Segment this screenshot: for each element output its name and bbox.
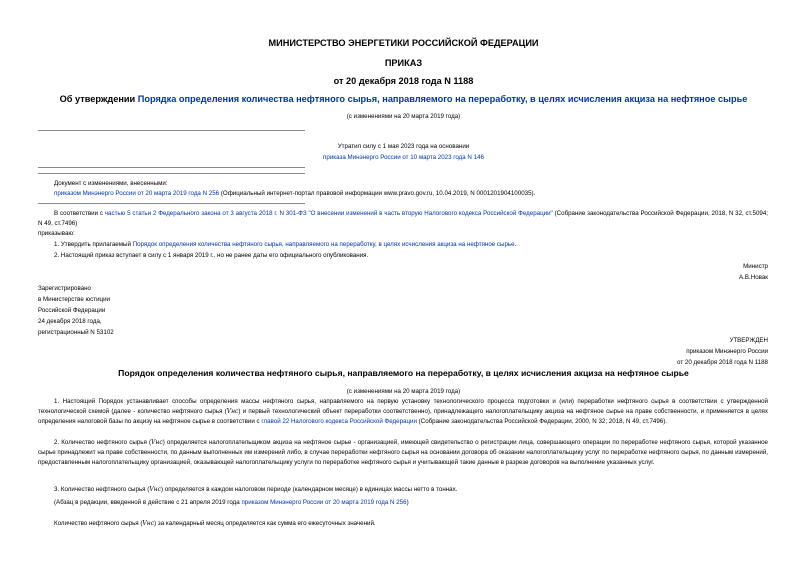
procedure-paragraph-2 bbox=[38, 438, 768, 468]
order-changes-note: (с изменениями на 20 марта 2019 года) bbox=[346, 113, 461, 120]
lost-force-note: Утратил силу с 1 мая 2023 года на основании bbox=[337, 143, 470, 150]
order-title bbox=[0, 94, 807, 104]
order-item-1-start: 1. Утвердить прилагаемый bbox=[54, 241, 133, 248]
amendments-source: (Официальный интернет-портал правовой информации www.pravo.gov.ru, 10.04.2019, N 0001201904100035). bbox=[219, 190, 536, 197]
procedure-paragraph-3 bbox=[54, 485, 768, 495]
order-item-1 bbox=[54, 240, 768, 250]
tax-code-link[interactable]: главой 22 Налогового кодекса Российской Федерации bbox=[261, 418, 417, 425]
p1-mid: ) и первый технологический объект переработки соответственно), принадлежащего налогоплательщику акциза на нефтяное сырье на праве собственности, и применяется в целях определения налоговой базы по акцизу на нефтяное сырье в соответствии с bbox=[38, 408, 769, 425]
order-word: приказываю: bbox=[38, 230, 75, 237]
registration-line-5: регистрационный N 53102 bbox=[38, 329, 114, 336]
divider bbox=[38, 173, 305, 174]
v-ns-symbol: Vнс bbox=[142, 520, 155, 527]
p2-start: 2. Количество нефтяного сырья ( bbox=[54, 439, 152, 446]
p3-note-end: ) bbox=[406, 499, 409, 506]
lost-force-link-line bbox=[0, 153, 807, 163]
preamble-paragraph bbox=[38, 209, 768, 229]
procedure-paragraph-4 bbox=[54, 519, 768, 529]
p4-end: ) за календарный месяц определяется как сумма его ежесуточных значений. bbox=[154, 520, 376, 527]
divider bbox=[38, 203, 305, 204]
p2-end: ) определяется налогоплательщиком акциза на нефтяное сырье - организацией, имеющей свидетельство о регистрации лица, совершающего операции по переработке нефтяного сырья, которой указанное сырье принадлежит на праве собственности, по данным выполненных им измерений либо, в случае переработки нефтяного сырья на основании договора об оказании налогоплательщику услуг по переработке нефтяного сырья, по данным измерений, предоставленным налогоплательщику организацией, оказывающей налогоплательщику услуги по переработке нефтяного сырья и учитывающей такие данные в разрезе договоров на выполнение указанных услуг. bbox=[38, 439, 768, 466]
p1-start: 1. Настоящий Порядок устанавливает способы определения массы нефтяного сырья, направляемого на первую установку технологического процесса подготовки и (или) переработки нефтяного сырья в соответствии с утвержденной технологической схемой (далее - количество нефтяного сырья ( bbox=[38, 398, 768, 415]
approval-line-1: УТВЕРЖДЕН bbox=[729, 337, 768, 344]
v-ns-symbol: Vнс bbox=[149, 486, 161, 493]
amendments-label: Документ с изменениями, внесенными: bbox=[54, 180, 168, 187]
p3-start: 3. Количество нефтяного сырья ( bbox=[54, 486, 150, 493]
procedure-title: Порядок определения количества нефтяного сырья, направляемого на переработку, в целях исчисления акциза на нефтяное сырье bbox=[118, 368, 689, 378]
signature-name: А.В.Новак bbox=[739, 274, 768, 281]
approval-line-3: от 20 декабря 2018 года N 1188 bbox=[677, 359, 768, 366]
p3-end: ) определяется в каждом налоговом периоде (календарном месяце) в единицах массы нетто в тоннах. bbox=[160, 486, 458, 493]
amendments-link[interactable]: приказом Минэнерго России от 20 марта 2019 года N 256 bbox=[54, 190, 220, 197]
amendment-order-link[interactable]: приказом Минэнерго России от 20 марта 2019 года N 256 bbox=[241, 499, 407, 506]
signature-position: Министр bbox=[743, 263, 768, 270]
order-item-1-end: . bbox=[514, 241, 517, 248]
doc-type-heading: ПРИКАЗ bbox=[384, 58, 423, 68]
amendments-line bbox=[54, 189, 774, 199]
registration-line-4: 24 декабря 2018 года, bbox=[38, 318, 102, 325]
divider bbox=[38, 130, 305, 131]
p1-end: (Собрание законодательства Российской Федерации, 2000, N 32; 2018, N 49, ст.7496). bbox=[416, 418, 668, 425]
registration-line-3: Российской Федерации bbox=[38, 307, 106, 314]
federal-law-link[interactable]: частью 5 статьи 2 Федерального закона от 3 августа 2018 г. N 301-ФЗ "О внесении изменений в часть вторую Налогового кодекса Российской Федерации" bbox=[104, 210, 553, 217]
preamble-start: В соответствии с bbox=[54, 210, 105, 217]
procedure-link[interactable]: Порядок определения количества нефтяного сырья, направляемого на переработку, в целях исчисления акциза на нефтяное сырье bbox=[132, 241, 515, 248]
registration-line-1: Зарегистрировано bbox=[38, 285, 91, 292]
p4-start: Количество нефтяного сырья ( bbox=[54, 520, 143, 527]
v-ns-symbol: Vнс bbox=[151, 439, 163, 446]
approval-line-2: приказом Минэнерго России bbox=[686, 348, 768, 355]
order-title-prefix: Об утверждении bbox=[59, 94, 138, 104]
order-title-link[interactable]: Порядка определения количества нефтяного сырья, направляемого на переработку, в целях исчисления акциза на нефтяное сырье bbox=[137, 94, 748, 104]
preamble-end: (Собрание законодательства Российской Федерации, 2018, N 32, ст.5094; N 49, ст.7496) bbox=[38, 210, 769, 227]
order-date-number: от 20 декабря 2018 года N 1188 bbox=[333, 76, 474, 86]
p3-note-start: (Абзац в редакции, введенной в действие с 21 апреля 2019 года bbox=[54, 499, 242, 506]
ministry-heading: МИНИСТЕРСТВО ЭНЕРГЕТИКИ РОССИЙСКОЙ ФЕДЕРАЦИИ bbox=[268, 38, 539, 48]
order-item-2: 2. Настоящий приказ вступает в силу с 1 января 2019 г., но не ранее даты его официального опубликования. bbox=[54, 252, 369, 259]
paragraph-3-note bbox=[54, 498, 768, 508]
lost-force-link[interactable]: приказа Минэнерго России от 10 марта 2023 года N 146 bbox=[323, 154, 484, 161]
v-ns-symbol: Vнс bbox=[226, 408, 239, 415]
registration-line-2: в Министерстве юстиции bbox=[38, 296, 111, 303]
divider bbox=[38, 167, 305, 168]
procedure-paragraph-1 bbox=[38, 397, 768, 427]
procedure-changes-note: (с изменениями на 20 марта 2019 года) bbox=[346, 388, 461, 395]
